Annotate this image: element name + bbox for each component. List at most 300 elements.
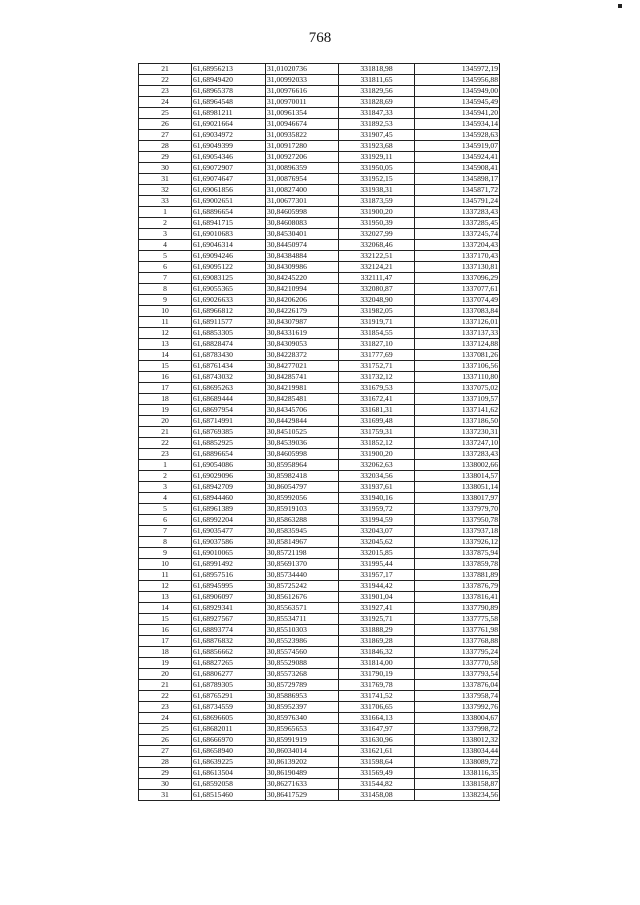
y-coordinate-cell: 1338116,35 — [415, 768, 500, 779]
longitude-cell: 30,86190489 — [266, 768, 339, 779]
y-coordinate-cell: 1337186,50 — [415, 416, 500, 427]
y-coordinate-cell: 1338014,57 — [415, 471, 500, 482]
latitude-cell: 61,69072907 — [192, 163, 266, 174]
latitude-cell: 61,68896654 — [192, 449, 266, 460]
latitude-cell: 61,69094246 — [192, 251, 266, 262]
table-row — [139, 119, 500, 130]
point-number-cell: 21 — [139, 680, 192, 691]
y-coordinate-cell: 1337795,24 — [415, 647, 500, 658]
latitude-cell: 61,68964548 — [192, 97, 266, 108]
x-coordinate-cell: 331900,20 — [339, 449, 415, 460]
point-number-cell: 24 — [139, 713, 192, 724]
point-number-cell: 24 — [139, 97, 192, 108]
y-coordinate-cell: 1345941,20 — [415, 108, 500, 119]
page-number: 768 — [308, 30, 332, 46]
longitude-cell: 30,84219981 — [266, 383, 339, 394]
x-coordinate-cell: 331672,41 — [339, 394, 415, 405]
latitude-cell: 61,68743032 — [192, 372, 266, 383]
y-coordinate-cell: 1337285,45 — [415, 218, 500, 229]
longitude-cell: 31,00992033 — [266, 75, 339, 86]
x-coordinate-cell: 331769,78 — [339, 680, 415, 691]
longitude-cell: 30,84309986 — [266, 262, 339, 273]
table-row — [139, 273, 500, 284]
longitude-cell: 30,85563571 — [266, 603, 339, 614]
longitude-cell: 30,85725242 — [266, 581, 339, 592]
table-row — [139, 372, 500, 383]
y-coordinate-cell: 1337998,72 — [415, 724, 500, 735]
longitude-cell: 30,86417529 — [266, 790, 339, 801]
y-coordinate-cell: 1337141,62 — [415, 405, 500, 416]
y-coordinate-cell: 1345945,49 — [415, 97, 500, 108]
x-coordinate-cell: 331818,98 — [339, 64, 415, 75]
y-coordinate-cell: 1338002,66 — [415, 460, 500, 471]
latitude-cell: 61,68991492 — [192, 559, 266, 570]
latitude-cell: 61,68515460 — [192, 790, 266, 801]
y-coordinate-cell: 1337875,94 — [415, 548, 500, 559]
latitude-cell: 61,68666970 — [192, 735, 266, 746]
x-coordinate-cell: 331811,65 — [339, 75, 415, 86]
x-coordinate-cell: 331741,52 — [339, 691, 415, 702]
point-number-cell: 5 — [139, 504, 192, 515]
latitude-cell: 61,68966812 — [192, 306, 266, 317]
table-row — [139, 779, 500, 790]
point-number-cell: 11 — [139, 317, 192, 328]
table-row — [139, 493, 500, 504]
latitude-cell: 61,68942709 — [192, 482, 266, 493]
x-coordinate-cell: 331919,71 — [339, 317, 415, 328]
x-coordinate-cell: 331940,16 — [339, 493, 415, 504]
y-coordinate-cell: 1338158,87 — [415, 779, 500, 790]
longitude-cell: 30,84210994 — [266, 284, 339, 295]
table-row — [139, 152, 500, 163]
table-row — [139, 405, 500, 416]
x-coordinate-cell: 331458,08 — [339, 790, 415, 801]
table-row — [139, 141, 500, 152]
longitude-cell: 30,84608083 — [266, 218, 339, 229]
x-coordinate-cell: 331873,59 — [339, 196, 415, 207]
point-number-cell: 29 — [139, 152, 192, 163]
point-number-cell: 31 — [139, 174, 192, 185]
point-number-cell: 21 — [139, 64, 192, 75]
longitude-cell: 30,84605998 — [266, 207, 339, 218]
x-coordinate-cell: 332015,85 — [339, 548, 415, 559]
point-number-cell: 8 — [139, 284, 192, 295]
latitude-cell: 61,68876832 — [192, 636, 266, 647]
x-coordinate-cell: 331944,42 — [339, 581, 415, 592]
table-row — [139, 306, 500, 317]
x-coordinate-cell: 332027,99 — [339, 229, 415, 240]
x-coordinate-cell: 332043,07 — [339, 526, 415, 537]
table-row — [139, 207, 500, 218]
longitude-cell: 31,00946674 — [266, 119, 339, 130]
y-coordinate-cell: 1337881,89 — [415, 570, 500, 581]
latitude-cell: 61,69029096 — [192, 471, 266, 482]
point-number-cell: 23 — [139, 86, 192, 97]
table-row — [139, 570, 500, 581]
latitude-cell: 61,68945995 — [192, 581, 266, 592]
y-coordinate-cell: 1337979,70 — [415, 504, 500, 515]
longitude-cell: 30,85958964 — [266, 460, 339, 471]
x-coordinate-cell: 331827,10 — [339, 339, 415, 350]
longitude-cell: 30,85991919 — [266, 735, 339, 746]
table-row — [139, 75, 500, 86]
longitude-cell: 30,86054797 — [266, 482, 339, 493]
coordinates-table-body — [139, 64, 500, 801]
x-coordinate-cell: 331752,71 — [339, 361, 415, 372]
latitude-cell: 61,68828474 — [192, 339, 266, 350]
latitude-cell: 61,68827265 — [192, 658, 266, 669]
x-coordinate-cell: 331892,53 — [339, 119, 415, 130]
point-number-cell: 22 — [139, 438, 192, 449]
table-row — [139, 526, 500, 537]
y-coordinate-cell: 1345956,88 — [415, 75, 500, 86]
y-coordinate-cell: 1337770,58 — [415, 658, 500, 669]
table-row — [139, 790, 500, 801]
latitude-cell: 61,68734559 — [192, 702, 266, 713]
longitude-cell: 31,00961354 — [266, 108, 339, 119]
table-row — [139, 680, 500, 691]
point-number-cell: 5 — [139, 251, 192, 262]
latitude-cell: 61,68695263 — [192, 383, 266, 394]
point-number-cell: 16 — [139, 372, 192, 383]
point-number-cell: 15 — [139, 361, 192, 372]
point-number-cell: 19 — [139, 405, 192, 416]
longitude-cell: 31,00917280 — [266, 141, 339, 152]
point-number-cell: 30 — [139, 779, 192, 790]
longitude-cell: 30,85919103 — [266, 504, 339, 515]
x-coordinate-cell: 331927,41 — [339, 603, 415, 614]
longitude-cell: 31,00896359 — [266, 163, 339, 174]
latitude-cell: 61,68981211 — [192, 108, 266, 119]
longitude-cell: 30,85952397 — [266, 702, 339, 713]
longitude-cell: 30,85691370 — [266, 559, 339, 570]
coordinates-table — [138, 63, 500, 801]
y-coordinate-cell: 1337790,89 — [415, 603, 500, 614]
latitude-cell: 61,68714991 — [192, 416, 266, 427]
y-coordinate-cell: 1338089,72 — [415, 757, 500, 768]
table-row — [139, 218, 500, 229]
point-number-cell: 28 — [139, 141, 192, 152]
longitude-cell: 30,86271633 — [266, 779, 339, 790]
y-coordinate-cell: 1338234,56 — [415, 790, 500, 801]
y-coordinate-cell: 1338004,67 — [415, 713, 500, 724]
x-coordinate-cell: 331982,05 — [339, 306, 415, 317]
latitude-cell: 61,69061856 — [192, 185, 266, 196]
point-number-cell: 12 — [139, 328, 192, 339]
point-number-cell: 26 — [139, 735, 192, 746]
y-coordinate-cell: 1345908,41 — [415, 163, 500, 174]
table-row — [139, 581, 500, 592]
longitude-cell: 30,85510303 — [266, 625, 339, 636]
table-row — [139, 130, 500, 141]
x-coordinate-cell: 331814,00 — [339, 658, 415, 669]
table-row — [139, 559, 500, 570]
x-coordinate-cell: 331852,12 — [339, 438, 415, 449]
point-number-cell: 31 — [139, 790, 192, 801]
x-coordinate-cell: 331846,32 — [339, 647, 415, 658]
table-row — [139, 295, 500, 306]
longitude-cell: 30,85721198 — [266, 548, 339, 559]
x-coordinate-cell: 331929,11 — [339, 152, 415, 163]
x-coordinate-cell: 332062,63 — [339, 460, 415, 471]
x-coordinate-cell: 331901,04 — [339, 592, 415, 603]
table-row — [139, 262, 500, 273]
table-row — [139, 86, 500, 97]
table-row — [139, 658, 500, 669]
x-coordinate-cell: 331759,31 — [339, 427, 415, 438]
point-number-cell: 19 — [139, 658, 192, 669]
point-number-cell: 4 — [139, 240, 192, 251]
point-number-cell: 6 — [139, 262, 192, 273]
longitude-cell: 30,84309053 — [266, 339, 339, 350]
point-number-cell: 22 — [139, 691, 192, 702]
table-row — [139, 174, 500, 185]
y-coordinate-cell: 1338017,97 — [415, 493, 500, 504]
longitude-cell: 30,84228372 — [266, 350, 339, 361]
x-coordinate-cell: 331664,13 — [339, 713, 415, 724]
point-number-cell: 7 — [139, 526, 192, 537]
latitude-cell: 61,68689444 — [192, 394, 266, 405]
table-row — [139, 427, 500, 438]
x-coordinate-cell: 332111,47 — [339, 273, 415, 284]
table-row — [139, 691, 500, 702]
latitude-cell: 61,68929341 — [192, 603, 266, 614]
y-coordinate-cell: 1337110,80 — [415, 372, 500, 383]
table-row — [139, 350, 500, 361]
latitude-cell: 61,68856662 — [192, 647, 266, 658]
x-coordinate-cell: 331621,61 — [339, 746, 415, 757]
longitude-cell: 30,84245220 — [266, 273, 339, 284]
latitude-cell: 61,69095122 — [192, 262, 266, 273]
table-row — [139, 460, 500, 471]
y-coordinate-cell: 1338012,32 — [415, 735, 500, 746]
point-number-cell: 22 — [139, 75, 192, 86]
table-row — [139, 735, 500, 746]
longitude-cell: 30,86139202 — [266, 757, 339, 768]
y-coordinate-cell: 1345924,41 — [415, 152, 500, 163]
point-number-cell: 10 — [139, 306, 192, 317]
x-coordinate-cell: 331732,12 — [339, 372, 415, 383]
point-number-cell: 2 — [139, 471, 192, 482]
table-row — [139, 482, 500, 493]
y-coordinate-cell: 1337204,43 — [415, 240, 500, 251]
y-coordinate-cell: 1337074,49 — [415, 295, 500, 306]
table-row — [139, 108, 500, 119]
longitude-cell: 30,84539036 — [266, 438, 339, 449]
y-coordinate-cell: 1337077,61 — [415, 284, 500, 295]
longitude-cell: 30,85729789 — [266, 680, 339, 691]
point-number-cell: 17 — [139, 383, 192, 394]
y-coordinate-cell: 1337859,78 — [415, 559, 500, 570]
table-row — [139, 603, 500, 614]
point-number-cell: 1 — [139, 460, 192, 471]
y-coordinate-cell: 1337124,88 — [415, 339, 500, 350]
y-coordinate-cell: 1337096,29 — [415, 273, 500, 284]
table-row — [139, 97, 500, 108]
table-row — [139, 416, 500, 427]
longitude-cell: 30,84285741 — [266, 372, 339, 383]
longitude-cell: 30,85835945 — [266, 526, 339, 537]
table-row — [139, 438, 500, 449]
table-row — [139, 185, 500, 196]
y-coordinate-cell: 1345949,00 — [415, 86, 500, 97]
point-number-cell: 30 — [139, 163, 192, 174]
longitude-cell: 30,84530401 — [266, 229, 339, 240]
longitude-cell: 30,84605998 — [266, 449, 339, 460]
point-number-cell: 15 — [139, 614, 192, 625]
longitude-cell: 30,85992056 — [266, 493, 339, 504]
y-coordinate-cell: 1337926,12 — [415, 537, 500, 548]
x-coordinate-cell: 331829,56 — [339, 86, 415, 97]
latitude-cell: 61,68765291 — [192, 691, 266, 702]
y-coordinate-cell: 1337992,76 — [415, 702, 500, 713]
latitude-cell: 61,68853305 — [192, 328, 266, 339]
latitude-cell: 61,68806277 — [192, 669, 266, 680]
y-coordinate-cell: 1345871,72 — [415, 185, 500, 196]
latitude-cell: 61,68961389 — [192, 504, 266, 515]
latitude-cell: 61,68613504 — [192, 768, 266, 779]
table-row — [139, 614, 500, 625]
x-coordinate-cell: 331995,44 — [339, 559, 415, 570]
longitude-cell: 30,85965653 — [266, 724, 339, 735]
point-number-cell: 20 — [139, 669, 192, 680]
table-row — [139, 504, 500, 515]
y-coordinate-cell: 1337768,88 — [415, 636, 500, 647]
point-number-cell: 3 — [139, 229, 192, 240]
latitude-cell: 61,68906097 — [192, 592, 266, 603]
longitude-cell: 30,84450974 — [266, 240, 339, 251]
longitude-cell: 30,85886953 — [266, 691, 339, 702]
table-row — [139, 625, 500, 636]
table-row — [139, 768, 500, 779]
latitude-cell: 61,68911577 — [192, 317, 266, 328]
table-row — [139, 163, 500, 174]
latitude-cell: 61,69046314 — [192, 240, 266, 251]
longitude-cell: 31,00970011 — [266, 97, 339, 108]
point-number-cell: 26 — [139, 119, 192, 130]
latitude-cell: 61,68769385 — [192, 427, 266, 438]
point-number-cell: 2 — [139, 218, 192, 229]
latitude-cell: 61,69037586 — [192, 537, 266, 548]
table-row — [139, 702, 500, 713]
y-coordinate-cell: 1337126,01 — [415, 317, 500, 328]
latitude-cell: 61,68639225 — [192, 757, 266, 768]
table-row — [139, 647, 500, 658]
latitude-cell: 61,69054086 — [192, 460, 266, 471]
point-number-cell: 28 — [139, 757, 192, 768]
y-coordinate-cell: 1337283,43 — [415, 207, 500, 218]
latitude-cell: 61,68893774 — [192, 625, 266, 636]
latitude-cell: 61,68761434 — [192, 361, 266, 372]
x-coordinate-cell: 331923,68 — [339, 141, 415, 152]
longitude-cell: 30,84429844 — [266, 416, 339, 427]
y-coordinate-cell: 1337283,43 — [415, 449, 500, 460]
point-number-cell: 27 — [139, 746, 192, 757]
longitude-cell: 30,84510525 — [266, 427, 339, 438]
x-coordinate-cell: 331681,31 — [339, 405, 415, 416]
point-number-cell: 23 — [139, 702, 192, 713]
point-number-cell: 18 — [139, 647, 192, 658]
point-number-cell: 25 — [139, 108, 192, 119]
y-coordinate-cell: 1337081,26 — [415, 350, 500, 361]
table-row — [139, 317, 500, 328]
longitude-cell: 30,85529088 — [266, 658, 339, 669]
y-coordinate-cell: 1337083,84 — [415, 306, 500, 317]
longitude-cell: 30,86034014 — [266, 746, 339, 757]
point-number-cell: 12 — [139, 581, 192, 592]
x-coordinate-cell: 331957,17 — [339, 570, 415, 581]
table-row — [139, 548, 500, 559]
latitude-cell: 61,68783430 — [192, 350, 266, 361]
latitude-cell: 61,68682011 — [192, 724, 266, 735]
latitude-cell: 61,69026633 — [192, 295, 266, 306]
longitude-cell: 31,01020736 — [266, 64, 339, 75]
latitude-cell: 61,69010065 — [192, 548, 266, 559]
y-coordinate-cell: 1337950,78 — [415, 515, 500, 526]
x-coordinate-cell: 331994,59 — [339, 515, 415, 526]
table-row — [139, 361, 500, 372]
point-number-cell: 25 — [139, 724, 192, 735]
y-coordinate-cell: 1337816,41 — [415, 592, 500, 603]
x-coordinate-cell: 331569,49 — [339, 768, 415, 779]
y-coordinate-cell: 1345898,17 — [415, 174, 500, 185]
y-coordinate-cell: 1337876,04 — [415, 680, 500, 691]
table-row — [139, 229, 500, 240]
latitude-cell: 61,68992204 — [192, 515, 266, 526]
table-row — [139, 240, 500, 251]
latitude-cell: 61,69049399 — [192, 141, 266, 152]
point-number-cell: 14 — [139, 350, 192, 361]
latitude-cell: 61,68697954 — [192, 405, 266, 416]
longitude-cell: 30,85612676 — [266, 592, 339, 603]
latitude-cell: 61,68658940 — [192, 746, 266, 757]
x-coordinate-cell: 331598,64 — [339, 757, 415, 768]
latitude-cell: 61,68965378 — [192, 86, 266, 97]
table-row — [139, 537, 500, 548]
longitude-cell: 30,85534711 — [266, 614, 339, 625]
latitude-cell: 61,68956213 — [192, 64, 266, 75]
point-number-cell: 10 — [139, 559, 192, 570]
latitude-cell: 61,68944460 — [192, 493, 266, 504]
table-row — [139, 449, 500, 460]
longitude-cell: 31,00677301 — [266, 196, 339, 207]
table-row — [139, 592, 500, 603]
x-coordinate-cell: 331847,33 — [339, 108, 415, 119]
x-coordinate-cell: 331937,61 — [339, 482, 415, 493]
x-coordinate-cell: 331950,39 — [339, 218, 415, 229]
point-number-cell: 8 — [139, 537, 192, 548]
point-number-cell: 11 — [139, 570, 192, 581]
point-number-cell: 14 — [139, 603, 192, 614]
latitude-cell: 61,69074647 — [192, 174, 266, 185]
point-number-cell: 9 — [139, 295, 192, 306]
point-number-cell: 9 — [139, 548, 192, 559]
longitude-cell: 30,85734440 — [266, 570, 339, 581]
x-coordinate-cell: 331888,29 — [339, 625, 415, 636]
x-coordinate-cell: 331907,45 — [339, 130, 415, 141]
table-row — [139, 196, 500, 207]
longitude-cell: 30,84384884 — [266, 251, 339, 262]
y-coordinate-cell: 1338034,44 — [415, 746, 500, 757]
latitude-cell: 61,69055365 — [192, 284, 266, 295]
y-coordinate-cell: 1337106,56 — [415, 361, 500, 372]
longitude-cell: 31,00927206 — [266, 152, 339, 163]
point-number-cell: 1 — [139, 207, 192, 218]
longitude-cell: 30,85814967 — [266, 537, 339, 548]
x-coordinate-cell: 331647,97 — [339, 724, 415, 735]
longitude-cell: 30,84331619 — [266, 328, 339, 339]
y-coordinate-cell: 1337137,33 — [415, 328, 500, 339]
